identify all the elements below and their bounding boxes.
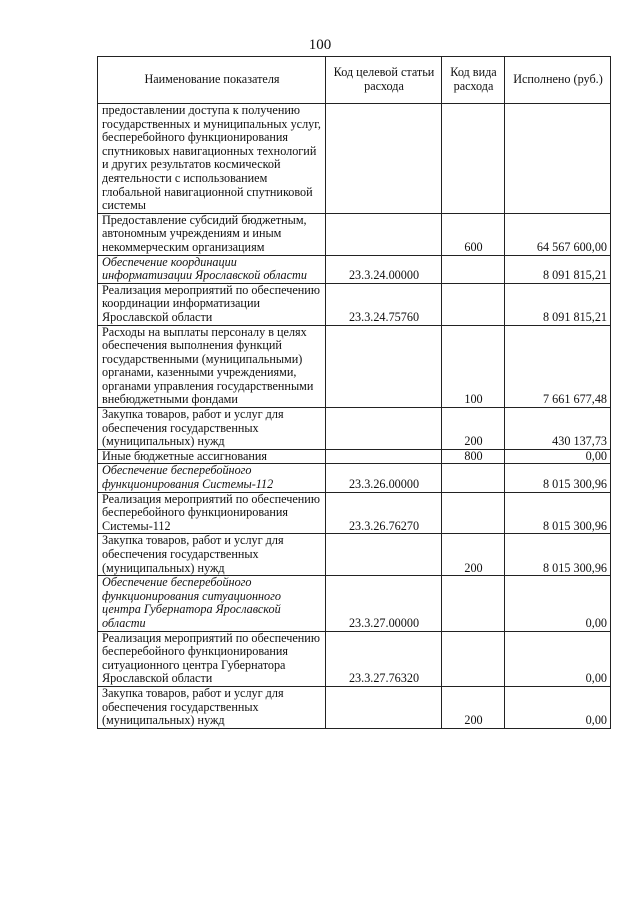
table-row bbox=[98, 449, 611, 464]
row-type: 200 bbox=[442, 408, 505, 450]
row-executed: 0,00 bbox=[505, 576, 611, 631]
row-executed bbox=[505, 104, 611, 214]
row-type bbox=[442, 464, 505, 492]
row-code bbox=[326, 325, 442, 408]
table-row bbox=[98, 686, 611, 728]
table-row bbox=[98, 534, 611, 576]
row-code: 23.3.27.00000 bbox=[326, 576, 442, 631]
row-executed: 0,00 bbox=[505, 449, 611, 464]
table-row bbox=[98, 213, 611, 255]
row-name: Предоставление субсидий бюджетным, автономным учреждениям и иным некоммерческим организациям bbox=[98, 213, 326, 255]
column-header-code: Код целевой статьи расхода bbox=[326, 57, 442, 104]
row-type bbox=[442, 576, 505, 631]
table-row bbox=[98, 104, 611, 214]
row-name: Обеспечение координации информатизации Ярославской области bbox=[98, 255, 326, 283]
row-name: Расходы на выплаты персоналу в целях обеспечения выполнения функций государственными (муниципальными) органами, казенными учреждениями, органами управления государственными внебюджетными фондами bbox=[98, 325, 326, 408]
row-type bbox=[442, 283, 505, 325]
table-row bbox=[98, 283, 611, 325]
row-type: 600 bbox=[442, 213, 505, 255]
row-executed: 7 661 677,48 bbox=[505, 325, 611, 408]
row-executed: 430 137,73 bbox=[505, 408, 611, 450]
row-code bbox=[326, 213, 442, 255]
row-type: 800 bbox=[442, 449, 505, 464]
row-type: 200 bbox=[442, 686, 505, 728]
row-code: 23.3.24.75760 bbox=[326, 283, 442, 325]
row-type bbox=[442, 631, 505, 686]
row-executed: 8 015 300,96 bbox=[505, 534, 611, 576]
table-body bbox=[98, 104, 611, 729]
table-row bbox=[98, 325, 611, 408]
row-code: 23.3.26.00000 bbox=[326, 464, 442, 492]
row-name: Иные бюджетные ассигнования bbox=[98, 449, 326, 464]
row-code bbox=[326, 534, 442, 576]
row-executed: 0,00 bbox=[505, 631, 611, 686]
row-name: Закупка товаров, работ и услуг для обеспечения государственных (муниципальных) нужд bbox=[98, 408, 326, 450]
table-row bbox=[98, 464, 611, 492]
table-header-row bbox=[98, 57, 611, 104]
row-executed: 8 091 815,21 bbox=[505, 283, 611, 325]
column-header-type: Код вида расхода bbox=[442, 57, 505, 104]
row-executed: 8 015 300,96 bbox=[505, 464, 611, 492]
row-code: 23.3.24.00000 bbox=[326, 255, 442, 283]
table-row bbox=[98, 492, 611, 534]
page-number: 100 bbox=[308, 37, 332, 53]
row-code: 23.3.27.76320 bbox=[326, 631, 442, 686]
budget-table bbox=[97, 56, 611, 729]
table-row bbox=[98, 408, 611, 450]
row-name: предоставлении доступа к получению государственных и муниципальных услуг, бесперебойного функционирования спутниковых навигационных технологий и других результатов космической деятельности с использованием глобальной навигационной спутниковой системы bbox=[98, 104, 326, 214]
row-type: 100 bbox=[442, 325, 505, 408]
row-name: Реализация мероприятий по обеспечению бесперебойного функционирования Системы-112 bbox=[98, 492, 326, 534]
column-header-name: Наименование показателя bbox=[98, 57, 326, 104]
row-type bbox=[442, 104, 505, 214]
row-executed: 64 567 600,00 bbox=[505, 213, 611, 255]
row-name: Закупка товаров, работ и услуг для обеспечения государственных (муниципальных) нужд bbox=[98, 534, 326, 576]
table-row bbox=[98, 255, 611, 283]
row-executed: 8 015 300,96 bbox=[505, 492, 611, 534]
row-code bbox=[326, 449, 442, 464]
row-executed: 8 091 815,21 bbox=[505, 255, 611, 283]
row-code bbox=[326, 104, 442, 214]
row-name: Закупка товаров, работ и услуг для обеспечения государственных (муниципальных) нужд bbox=[98, 686, 326, 728]
row-code: 23.3.26.76270 bbox=[326, 492, 442, 534]
row-code bbox=[326, 408, 442, 450]
row-code bbox=[326, 686, 442, 728]
table-row bbox=[98, 576, 611, 631]
row-executed: 0,00 bbox=[505, 686, 611, 728]
row-name: Реализация мероприятий по обеспечению бесперебойного функционирования ситуационного центра Губернатора Ярославской области bbox=[98, 631, 326, 686]
column-header-executed: Исполнено (руб.) bbox=[505, 57, 611, 104]
table-row bbox=[98, 631, 611, 686]
row-type bbox=[442, 492, 505, 534]
row-type bbox=[442, 255, 505, 283]
row-name: Обеспечение бесперебойного функционирования Системы-112 bbox=[98, 464, 326, 492]
row-name: Реализация мероприятий по обеспечению координации информатизации Ярославской области bbox=[98, 283, 326, 325]
row-type: 200 bbox=[442, 534, 505, 576]
row-name: Обеспечение бесперебойного функционирования ситуационного центра Губернатора Ярославской области bbox=[98, 576, 326, 631]
